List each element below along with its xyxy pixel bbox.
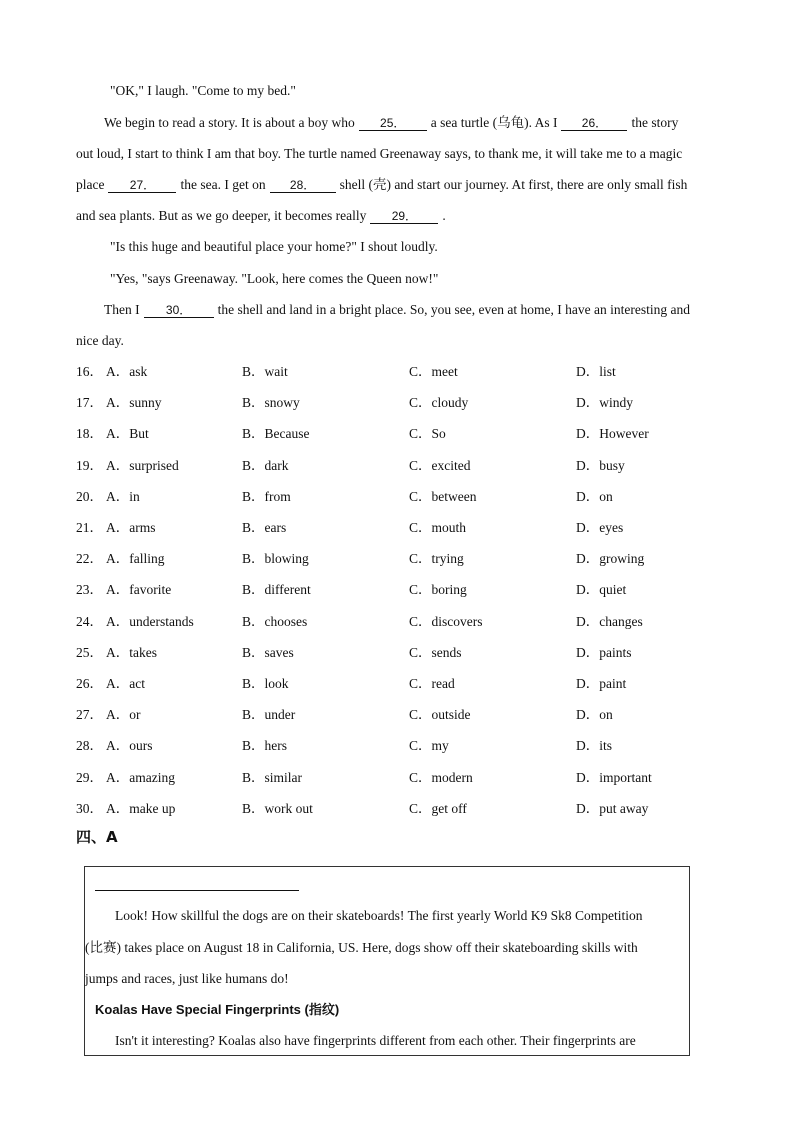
story-text: the story [631,115,679,130]
option-c[interactable]: C．cloudy [409,395,469,411]
option-c[interactable]: C．outside [409,707,471,723]
option-c[interactable]: C．discovers [409,613,483,629]
option-d[interactable]: D．changes [576,613,643,629]
story-text: . [442,208,446,223]
option-b[interactable]: B．saves [242,644,294,660]
option-a[interactable]: A．sunny [106,395,162,411]
option-a[interactable]: A．surprised [106,457,179,473]
question-row [76,581,742,599]
option-b[interactable]: B．blowing [242,551,309,567]
story-line-1: "OK," I laugh. "Come to my bed." [110,83,296,98]
option-a[interactable]: A．takes [106,644,157,660]
option-c[interactable]: C．So [409,426,446,442]
story-line-2 [76,114,742,132]
story-text: shell (壳) and start our journey. At first, there are only small fish [339,177,688,192]
blank-26[interactable]: 26． [561,116,627,131]
question-number: 19． [76,457,103,473]
option-c[interactable]: C．my [409,738,449,754]
story-text: the shell and land in a bright place. So, you see, even at home, I have an interesting and [217,302,690,317]
story-line-4 [76,176,742,194]
option-b[interactable]: B．dark [242,457,289,473]
option-c[interactable]: C．mouth [409,520,467,535]
option-b[interactable]: B．from [242,488,291,504]
option-b[interactable]: B．under [242,707,296,723]
option-d[interactable]: D．on [576,707,613,723]
option-a[interactable]: A．ours [106,738,153,754]
story-text: a sea turtle (乌龟). As I [430,115,558,130]
option-d[interactable]: D．quiet [576,582,627,598]
option-a[interactable]: A．understands [106,613,194,629]
option-d[interactable]: D．growing [576,551,645,567]
option-d[interactable]: D．windy [576,395,633,411]
reading-passage-box [84,866,690,1056]
option-b[interactable]: B．similar [242,769,302,785]
question-number: 21． [76,520,103,535]
passage-heading: Koalas Have Special Fingerprints (指纹) [95,1002,340,1017]
question-row [76,550,742,568]
question-row [76,769,742,787]
option-b[interactable]: B．look [242,676,289,691]
passage-line: Look! How skillful the dogs are on their skateboards! The first yearly World K9 Sk8 Competition [115,908,643,923]
passage-line: jumps and races, just like humans do! [85,971,289,986]
option-d[interactable]: D．its [576,738,613,754]
option-a[interactable]: A．or [106,707,141,723]
option-a[interactable]: A．make up [106,800,176,816]
option-b[interactable]: B．different [242,582,311,598]
question-number: 25． [76,644,103,660]
story-line-8 [76,301,742,319]
option-d[interactable]: D．busy [576,457,625,473]
option-b[interactable]: B．snowy [242,395,300,411]
option-d[interactable]: D．eyes [576,520,624,535]
story-line-7: "Yes, "says Greenaway. "Look, here comes the Queen now!" [110,271,439,286]
option-c[interactable]: C．read [409,676,455,691]
option-d[interactable]: D．paint [576,676,627,691]
story-text: place [76,177,105,192]
option-b[interactable]: B．ears [242,520,287,535]
question-row [76,613,742,631]
question-row [76,737,742,755]
question-row [76,800,742,818]
question-row [76,644,742,662]
title-blank-line[interactable] [95,890,299,891]
option-d[interactable]: D．list [576,364,616,379]
question-row [76,363,742,381]
story-text: and sea plants. But as we go deeper, it becomes really [76,208,367,223]
option-a[interactable]: A．But [106,426,149,442]
option-d[interactable]: D．paints [576,644,632,660]
blank-25[interactable]: 25． [359,116,427,131]
question-row [76,675,742,693]
question-number: 17． [76,395,103,411]
option-d[interactable]: D．on [576,488,613,504]
option-d[interactable]: D．important [576,769,652,785]
story-line-9: nice day. [76,333,124,348]
option-c[interactable]: C．boring [409,582,467,598]
option-d[interactable]: D．put away [576,800,649,816]
blank-28[interactable]: 28． [270,178,336,193]
option-c[interactable]: C．get off [409,800,467,816]
question-number: 27． [76,707,103,723]
question-number: 26． [76,676,103,691]
story-text: We begin to read a story. It is about a boy who [104,115,355,130]
blank-30[interactable]: 30． [144,303,214,318]
option-c[interactable]: C．sends [409,644,462,660]
story-text: the sea. I get on [180,177,266,192]
question-row [76,457,742,475]
option-b[interactable]: B．chooses [242,613,308,629]
story-line-3: out loud, I start to think I am that boy. The turtle named Greenaway says, to thank me, it will take me to a magic [76,146,683,161]
option-b[interactable]: B．Because [242,426,310,442]
option-c[interactable]: C．trying [409,551,464,567]
blank-27[interactable]: 27． [108,178,176,193]
option-c[interactable]: C．excited [409,457,471,473]
question-number: 23． [76,582,103,598]
option-a[interactable]: A．favorite [106,582,172,598]
question-row [76,519,742,537]
option-b[interactable]: B．work out [242,800,313,816]
story-line-6: "Is this huge and beautiful place your home?" I shout loudly. [110,239,438,254]
option-a[interactable]: A．in [106,488,140,504]
passage-line: (比赛) takes place on August 18 in California, US. Here, dogs show off their skateboarding skills with [85,940,638,955]
option-b[interactable]: B．hers [242,738,287,754]
option-c[interactable]: C．meet [409,364,458,379]
question-number: 16． [76,364,103,379]
question-number: 18． [76,426,103,442]
option-a[interactable]: A．ask [106,364,148,379]
story-line-5 [76,207,742,225]
question-number: 30． [76,800,103,816]
question-number: 24． [76,613,103,629]
question-row [76,706,742,724]
blank-29[interactable]: 29． [370,209,438,224]
option-c[interactable]: C．modern [409,769,473,785]
question-row [76,488,742,506]
option-a[interactable]: A．amazing [106,769,175,785]
story-text: Then I [104,302,140,317]
question-row [76,425,742,443]
option-c[interactable]: C．between [409,488,477,504]
option-a[interactable]: A．falling [106,551,165,567]
option-b[interactable]: B．wait [242,364,288,379]
passage-line: Isn't it interesting? Koalas also have fingerprints different from each other. Their fingerprints are [115,1033,636,1048]
option-a[interactable]: A．act [106,676,145,691]
question-number: 22． [76,551,103,567]
option-d[interactable]: D．However [576,426,649,442]
section-title: 四、A [76,828,118,846]
question-number: 28． [76,738,103,754]
question-row [76,394,742,412]
question-number: 20． [76,488,103,504]
option-a[interactable]: A．arms [106,520,156,535]
question-number: 29． [76,769,103,785]
